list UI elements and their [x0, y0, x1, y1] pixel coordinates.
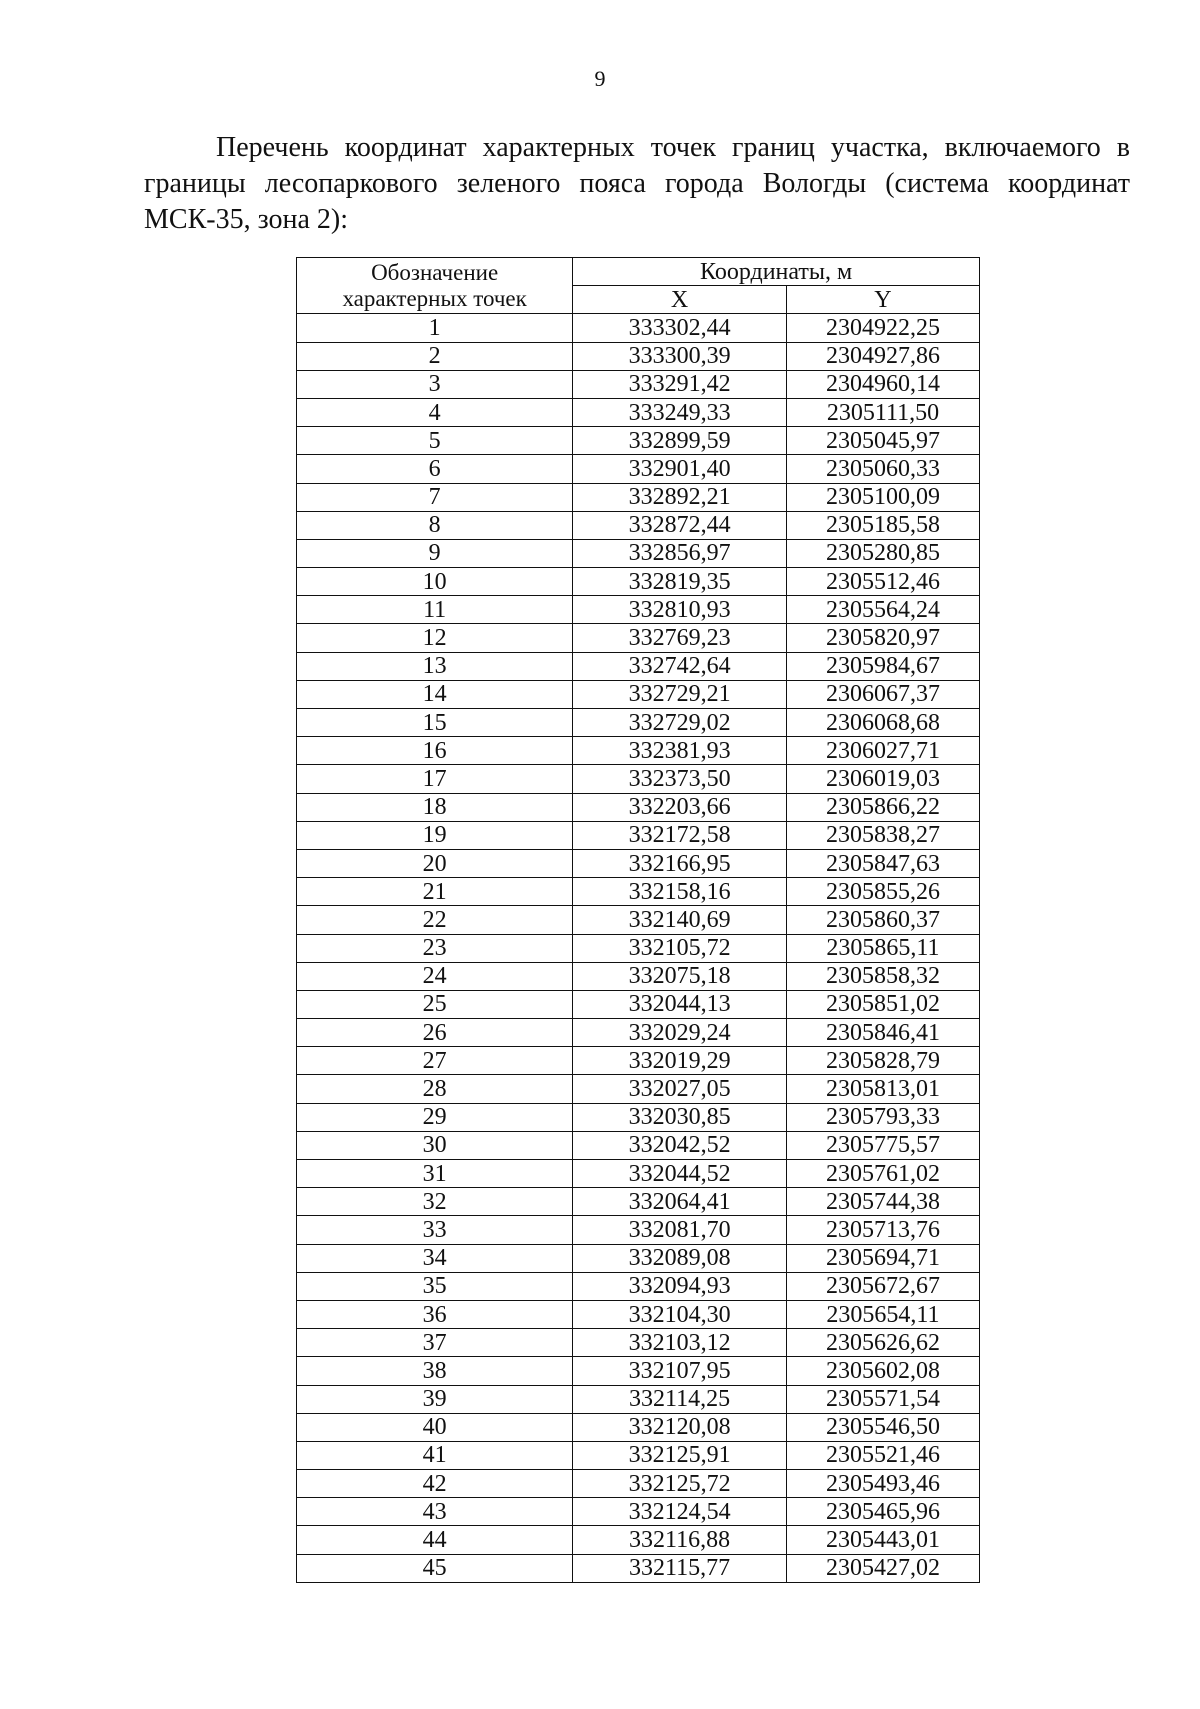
point-number-cell: 45	[297, 1554, 573, 1582]
point-number-cell: 43	[297, 1498, 573, 1526]
x-coordinate-cell: 332742,64	[573, 652, 787, 680]
point-number-cell: 33	[297, 1216, 573, 1244]
x-coordinate-cell: 332901,40	[573, 455, 787, 483]
x-coordinate-cell: 332810,93	[573, 596, 787, 624]
header-point-designation	[297, 258, 573, 314]
table-row	[297, 1103, 980, 1131]
x-coordinate-cell: 332044,13	[573, 990, 787, 1018]
header-point-line1: Обозначение	[371, 260, 499, 286]
table-row	[297, 568, 980, 596]
table-row	[297, 1272, 980, 1300]
table-row	[297, 1554, 980, 1582]
y-coordinate-cell: 2305744,38	[786, 1188, 979, 1216]
x-coordinate-cell: 332729,02	[573, 709, 787, 737]
y-coordinate-cell: 2306067,37	[786, 680, 979, 708]
point-number-cell: 37	[297, 1329, 573, 1357]
point-number-cell: 12	[297, 624, 573, 652]
x-coordinate-cell: 333291,42	[573, 370, 787, 398]
y-coordinate-cell: 2305858,32	[786, 962, 979, 990]
point-number-cell: 5	[297, 427, 573, 455]
point-number-cell: 18	[297, 793, 573, 821]
y-coordinate-cell: 2305866,22	[786, 793, 979, 821]
point-number-cell: 23	[297, 934, 573, 962]
table-row	[297, 483, 980, 511]
table-row	[297, 1357, 980, 1385]
x-coordinate-cell: 332027,05	[573, 1075, 787, 1103]
x-coordinate-cell: 332115,77	[573, 1554, 787, 1582]
table-row	[297, 1019, 980, 1047]
x-coordinate-cell: 332819,35	[573, 568, 787, 596]
x-coordinate-cell: 332381,93	[573, 737, 787, 765]
y-coordinate-cell: 2305984,67	[786, 652, 979, 680]
table-row	[297, 1498, 980, 1526]
table-row	[297, 793, 980, 821]
point-number-cell: 3	[297, 370, 573, 398]
y-coordinate-cell: 2305820,97	[786, 624, 979, 652]
x-coordinate-cell: 332892,21	[573, 483, 787, 511]
point-number-cell: 28	[297, 1075, 573, 1103]
point-number-cell: 16	[297, 737, 573, 765]
point-number-cell: 40	[297, 1413, 573, 1441]
y-coordinate-cell: 2305443,01	[786, 1526, 979, 1554]
table-row	[297, 1385, 980, 1413]
intro-paragraph: Перечень координат характерных точек границ участка, включаемого в границы лесопаркового зеленого пояса города Вологды (система координат МСК-35, зона 2):	[144, 132, 1130, 235]
table-row	[297, 398, 980, 426]
y-coordinate-cell: 2305761,02	[786, 1160, 979, 1188]
point-number-cell: 21	[297, 878, 573, 906]
point-number-cell: 26	[297, 1019, 573, 1047]
y-coordinate-cell: 2305100,09	[786, 483, 979, 511]
y-coordinate-cell: 2305280,85	[786, 539, 979, 567]
y-coordinate-cell: 2305672,67	[786, 1272, 979, 1300]
point-number-cell: 39	[297, 1385, 573, 1413]
y-coordinate-cell: 2304960,14	[786, 370, 979, 398]
point-number-cell: 19	[297, 821, 573, 849]
x-coordinate-cell: 333300,39	[573, 342, 787, 370]
y-coordinate-cell: 2305851,02	[786, 990, 979, 1018]
x-coordinate-cell: 332124,54	[573, 1498, 787, 1526]
x-coordinate-cell: 332140,69	[573, 906, 787, 934]
table-row	[297, 511, 980, 539]
table-row	[297, 934, 980, 962]
point-number-cell: 36	[297, 1300, 573, 1328]
x-coordinate-cell: 332116,88	[573, 1526, 787, 1554]
page-number: 9	[594, 66, 606, 91]
x-coordinate-cell: 333302,44	[573, 314, 787, 342]
y-coordinate-cell: 2305847,63	[786, 849, 979, 877]
y-coordinate-cell: 2305865,11	[786, 934, 979, 962]
point-number-cell: 29	[297, 1103, 573, 1131]
x-coordinate-cell: 332856,97	[573, 539, 787, 567]
table-row	[297, 1160, 980, 1188]
y-coordinate-cell: 2306068,68	[786, 709, 979, 737]
x-coordinate-cell: 332166,95	[573, 849, 787, 877]
x-coordinate-cell: 332081,70	[573, 1216, 787, 1244]
y-coordinate-cell: 2305427,02	[786, 1554, 979, 1582]
y-coordinate-cell: 2305571,54	[786, 1385, 979, 1413]
table-row	[297, 680, 980, 708]
x-coordinate-cell: 332075,18	[573, 962, 787, 990]
x-coordinate-cell: 332158,16	[573, 878, 787, 906]
table-row	[297, 624, 980, 652]
point-number-cell: 38	[297, 1357, 573, 1385]
y-coordinate-cell: 2306019,03	[786, 765, 979, 793]
table-row	[297, 370, 980, 398]
point-number-cell: 11	[297, 596, 573, 624]
x-coordinate-cell: 332120,08	[573, 1413, 787, 1441]
point-number-cell: 44	[297, 1526, 573, 1554]
table-row	[297, 821, 980, 849]
y-coordinate-cell: 2305813,01	[786, 1075, 979, 1103]
table-row	[297, 962, 980, 990]
x-coordinate-cell: 333249,33	[573, 398, 787, 426]
x-coordinate-cell: 332064,41	[573, 1188, 787, 1216]
x-coordinate-cell: 332872,44	[573, 511, 787, 539]
x-coordinate-cell: 332203,66	[573, 793, 787, 821]
point-number-cell: 20	[297, 849, 573, 877]
table-row	[297, 1047, 980, 1075]
x-coordinate-cell: 332030,85	[573, 1103, 787, 1131]
table-row	[297, 539, 980, 567]
header-y: Y	[786, 286, 979, 314]
y-coordinate-cell: 2305838,27	[786, 821, 979, 849]
x-coordinate-cell: 332089,08	[573, 1244, 787, 1272]
x-coordinate-cell: 332094,93	[573, 1272, 787, 1300]
point-number-cell: 13	[297, 652, 573, 680]
y-coordinate-cell: 2305654,11	[786, 1300, 979, 1328]
y-coordinate-cell: 2305521,46	[786, 1441, 979, 1469]
x-coordinate-cell: 332105,72	[573, 934, 787, 962]
y-coordinate-cell: 2305860,37	[786, 906, 979, 934]
point-number-cell: 17	[297, 765, 573, 793]
point-number-cell: 2	[297, 342, 573, 370]
table-row	[297, 709, 980, 737]
point-number-cell: 35	[297, 1272, 573, 1300]
table-row	[297, 1244, 980, 1272]
x-coordinate-cell: 332029,24	[573, 1019, 787, 1047]
point-number-cell: 24	[297, 962, 573, 990]
y-coordinate-cell: 2305185,58	[786, 511, 979, 539]
table-row	[297, 990, 980, 1018]
point-number-cell: 6	[297, 455, 573, 483]
x-coordinate-cell: 332042,52	[573, 1131, 787, 1159]
y-coordinate-cell: 2305546,50	[786, 1413, 979, 1441]
x-coordinate-cell: 332107,95	[573, 1357, 787, 1385]
y-coordinate-cell: 2305793,33	[786, 1103, 979, 1131]
table-row	[297, 878, 980, 906]
point-number-cell: 34	[297, 1244, 573, 1272]
point-number-cell: 1	[297, 314, 573, 342]
x-coordinate-cell: 332769,23	[573, 624, 787, 652]
table-row	[297, 342, 980, 370]
table-row	[297, 314, 980, 342]
table-row	[297, 1329, 980, 1357]
point-number-cell: 7	[297, 483, 573, 511]
point-number-cell: 15	[297, 709, 573, 737]
table-row	[297, 737, 980, 765]
x-coordinate-cell: 332104,30	[573, 1300, 787, 1328]
table-row	[297, 765, 980, 793]
x-coordinate-cell: 332373,50	[573, 765, 787, 793]
x-coordinate-cell: 332103,12	[573, 1329, 787, 1357]
table-row	[297, 427, 980, 455]
table-body	[297, 314, 980, 1582]
point-number-cell: 10	[297, 568, 573, 596]
point-number-cell: 32	[297, 1188, 573, 1216]
header-x: X	[573, 286, 787, 314]
y-coordinate-cell: 2305855,26	[786, 878, 979, 906]
x-coordinate-cell: 332172,58	[573, 821, 787, 849]
x-coordinate-cell: 332114,25	[573, 1385, 787, 1413]
table-row	[297, 1526, 980, 1554]
table-row	[297, 1300, 980, 1328]
point-number-cell: 25	[297, 990, 573, 1018]
y-coordinate-cell: 2305465,96	[786, 1498, 979, 1526]
y-coordinate-cell: 2305512,46	[786, 568, 979, 596]
x-coordinate-cell: 332044,52	[573, 1160, 787, 1188]
point-number-cell: 30	[297, 1131, 573, 1159]
y-coordinate-cell: 2305828,79	[786, 1047, 979, 1075]
y-coordinate-cell: 2304927,86	[786, 342, 979, 370]
x-coordinate-cell: 332125,91	[573, 1441, 787, 1469]
table-row	[297, 1441, 980, 1469]
table-row	[297, 652, 980, 680]
y-coordinate-cell: 2305846,41	[786, 1019, 979, 1047]
table-row	[297, 1470, 980, 1498]
x-coordinate-cell: 332729,21	[573, 680, 787, 708]
table-row	[297, 906, 980, 934]
y-coordinate-cell: 2305493,46	[786, 1470, 979, 1498]
table-header	[297, 258, 980, 314]
point-number-cell: 42	[297, 1470, 573, 1498]
point-number-cell: 31	[297, 1160, 573, 1188]
x-coordinate-cell: 332899,59	[573, 427, 787, 455]
table-row	[297, 849, 980, 877]
y-coordinate-cell: 2305045,97	[786, 427, 979, 455]
table-row	[297, 1188, 980, 1216]
table-row	[297, 1413, 980, 1441]
point-number-cell: 27	[297, 1047, 573, 1075]
y-coordinate-cell: 2304922,25	[786, 314, 979, 342]
y-coordinate-cell: 2305564,24	[786, 596, 979, 624]
table-row	[297, 1131, 980, 1159]
point-number-cell: 22	[297, 906, 573, 934]
x-coordinate-cell: 332019,29	[573, 1047, 787, 1075]
header-row-1	[297, 258, 980, 286]
point-number-cell: 14	[297, 680, 573, 708]
header-coordinates: Координаты, м	[573, 258, 980, 286]
header-point-line2: характерных точек	[342, 285, 527, 311]
point-number-cell: 8	[297, 511, 573, 539]
point-number-cell: 9	[297, 539, 573, 567]
point-number-cell: 41	[297, 1441, 573, 1469]
y-coordinate-cell: 2305060,33	[786, 455, 979, 483]
y-coordinate-cell: 2305713,76	[786, 1216, 979, 1244]
coordinates-table	[296, 257, 980, 1583]
table-row	[297, 455, 980, 483]
x-coordinate-cell: 332125,72	[573, 1470, 787, 1498]
y-coordinate-cell: 2305626,62	[786, 1329, 979, 1357]
y-coordinate-cell: 2305602,08	[786, 1357, 979, 1385]
table-row	[297, 596, 980, 624]
y-coordinate-cell: 2305111,50	[786, 398, 979, 426]
table-row	[297, 1075, 980, 1103]
point-number-cell: 4	[297, 398, 573, 426]
table-row	[297, 1216, 980, 1244]
y-coordinate-cell: 2306027,71	[786, 737, 979, 765]
y-coordinate-cell: 2305694,71	[786, 1244, 979, 1272]
y-coordinate-cell: 2305775,57	[786, 1131, 979, 1159]
